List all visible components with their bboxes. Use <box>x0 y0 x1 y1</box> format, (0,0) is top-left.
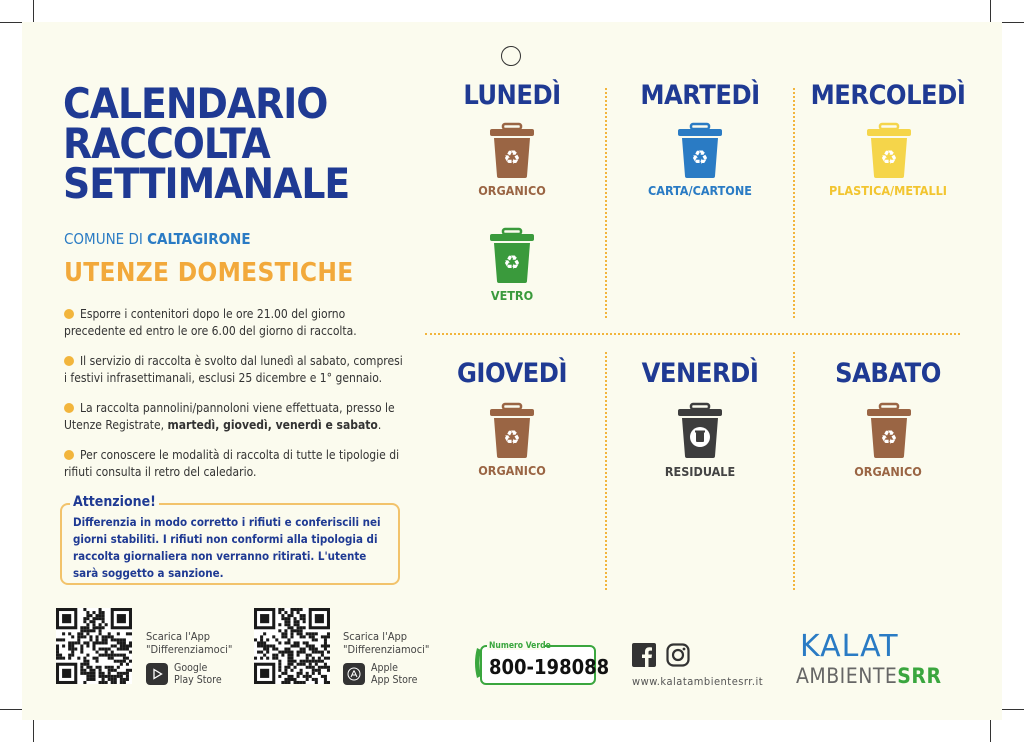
organic-bin-icon <box>489 403 535 459</box>
crop-mark <box>1002 22 1024 23</box>
app-store-link[interactable] <box>343 662 417 686</box>
column-divider <box>605 352 607 590</box>
comune-name: CALTAGIRONE <box>147 230 251 248</box>
crop-mark <box>0 709 22 710</box>
app-download-text <box>343 630 429 656</box>
column-divider <box>605 88 607 318</box>
numero-verde-number: 800-198088 <box>489 655 610 679</box>
numero-verde-label: Numero Verde <box>489 641 551 651</box>
social-links <box>632 643 690 667</box>
waste-label-organico: ORGANICO <box>478 463 546 478</box>
store-line-2: App Store <box>371 674 418 686</box>
organic-bin-icon <box>489 123 535 179</box>
column-divider <box>793 88 795 318</box>
rule-item <box>64 447 409 481</box>
brand-srr: SRR <box>897 664 942 688</box>
bullet-icon <box>64 356 74 366</box>
comune-line <box>64 230 251 248</box>
crop-mark <box>33 720 34 742</box>
day-thursday: GIOVEDÌ <box>457 358 567 389</box>
day-tuesday: MARTEDÌ <box>640 80 760 111</box>
rule-item <box>64 353 409 387</box>
title-line-2: RACCOLTA <box>63 119 270 168</box>
bullet-icon <box>64 403 74 413</box>
app-name: "Differenziamoci" <box>343 643 430 656</box>
day-monday: LUNEDÌ <box>463 80 561 111</box>
attention-title: Attenzione! <box>70 494 159 510</box>
day-saturday: SABATO <box>835 358 941 389</box>
instagram-icon[interactable] <box>666 643 690 667</box>
waste-label-plastica: PLASTICA/METALLI <box>829 183 947 198</box>
waste-label-organico: ORGANICO <box>854 464 922 479</box>
utenze-subtitle: UTENZE DOMESTICHE <box>64 258 354 288</box>
comune-prefix: COMUNE DI <box>64 230 143 248</box>
waste-label-organico: ORGANICO <box>478 183 546 198</box>
svg-text:♻: ♻ <box>503 427 521 449</box>
facebook-icon[interactable] <box>632 643 656 667</box>
title-line-3: SETTIMANALE <box>63 159 350 208</box>
app-download-label: Scarica l'App <box>343 630 408 643</box>
attention-text: Differenzia in modo corretto i rifiuti e conferiscili nei giorni stabiliti. I rifiuti non conformi alla tipologia di raccolta giornaliera non verranno ritirati. L'utente sarà soggetto a sanzione. <box>73 515 381 580</box>
brand-logo-ambiente <box>796 664 942 688</box>
store-line-2: Play Store <box>174 674 222 686</box>
app-store-icon <box>343 663 365 685</box>
bullet-icon <box>64 450 74 460</box>
svg-text:♻: ♻ <box>880 427 898 449</box>
day-wednesday: MERCOLEDÌ <box>810 80 966 111</box>
brand-ambiente: AMBIENTE <box>796 664 898 688</box>
row-divider <box>425 333 960 335</box>
waste-label-residuale: RESIDUALE <box>664 464 736 479</box>
crop-mark <box>33 0 34 22</box>
rule-item <box>64 400 409 434</box>
store-line-1: Google <box>174 662 208 674</box>
website-link[interactable]: www.kalatambientesrr.it <box>632 675 764 688</box>
crop-mark <box>990 0 991 22</box>
column-divider <box>793 352 795 590</box>
qr-code-app-store[interactable] <box>254 608 330 684</box>
bin-body <box>490 404 534 458</box>
title-line-1: CALENDARIO <box>63 79 328 128</box>
rule-days: martedì, giovedì, venerdì e sabato <box>167 418 378 432</box>
page-title <box>63 79 350 208</box>
bin-body <box>867 404 911 458</box>
app-name: "Differenziamoci" <box>146 643 233 656</box>
bullet-icon <box>64 309 74 319</box>
svg-text:♻: ♻ <box>691 147 709 169</box>
waste-label-vetro: VETRO <box>490 288 534 303</box>
glass-bin-icon <box>489 228 535 284</box>
bin-body <box>490 124 534 178</box>
rule-end: . <box>377 418 382 432</box>
hang-hole <box>501 46 521 66</box>
crop-mark <box>990 720 991 742</box>
qr-code-google-play[interactable] <box>56 608 132 684</box>
rule-text: Per conoscere le modalità di raccolta di tutte le tipologie di rifiuti consulta il retro del caledario. <box>64 448 400 479</box>
paper-bin-icon <box>677 123 723 179</box>
rule-text: Il servizio di raccolta è svolto dal lunedì al sabato, compresi i festivi infrasettimanali, esclusi 25 dicembre e 1° gennaio. <box>64 354 403 385</box>
svg-text:♻: ♻ <box>503 147 521 169</box>
organic-bin-icon <box>866 403 912 459</box>
rule-text: La raccolta pannolini/pannoloni viene effettuata, presso le Utenze Registrate, <box>64 401 395 432</box>
bin-body <box>678 404 722 458</box>
rules-list <box>64 306 409 494</box>
bin-body <box>490 229 534 283</box>
attention-box <box>60 494 400 585</box>
store-line-1: Apple <box>371 662 398 674</box>
crop-mark <box>0 22 22 23</box>
google-play-link[interactable] <box>146 662 222 686</box>
numero-verde-badge[interactable] <box>471 640 610 686</box>
day-friday: VENERDÌ <box>641 358 759 389</box>
app-download-label: Scarica l'App <box>146 630 211 643</box>
crop-mark <box>1002 709 1024 710</box>
residual-bin-icon <box>677 403 723 459</box>
svg-text:♻: ♻ <box>880 147 898 169</box>
waste-label-carta: CARTA/CARTONE <box>648 183 752 198</box>
plastic-bin-icon <box>866 123 912 179</box>
play-store-icon <box>146 663 168 685</box>
rule-item <box>64 306 409 340</box>
bin-body <box>867 124 911 178</box>
brand-logo-kalat: KALAT <box>800 629 899 664</box>
svg-text:♻: ♻ <box>503 252 521 274</box>
bin-body <box>678 124 722 178</box>
rule-text: Esporre i contenitori dopo le ore 21.00 del giorno precedente ed entro le ore 6.00 del giorno di raccolta. <box>64 307 357 338</box>
app-download-text <box>146 630 232 656</box>
